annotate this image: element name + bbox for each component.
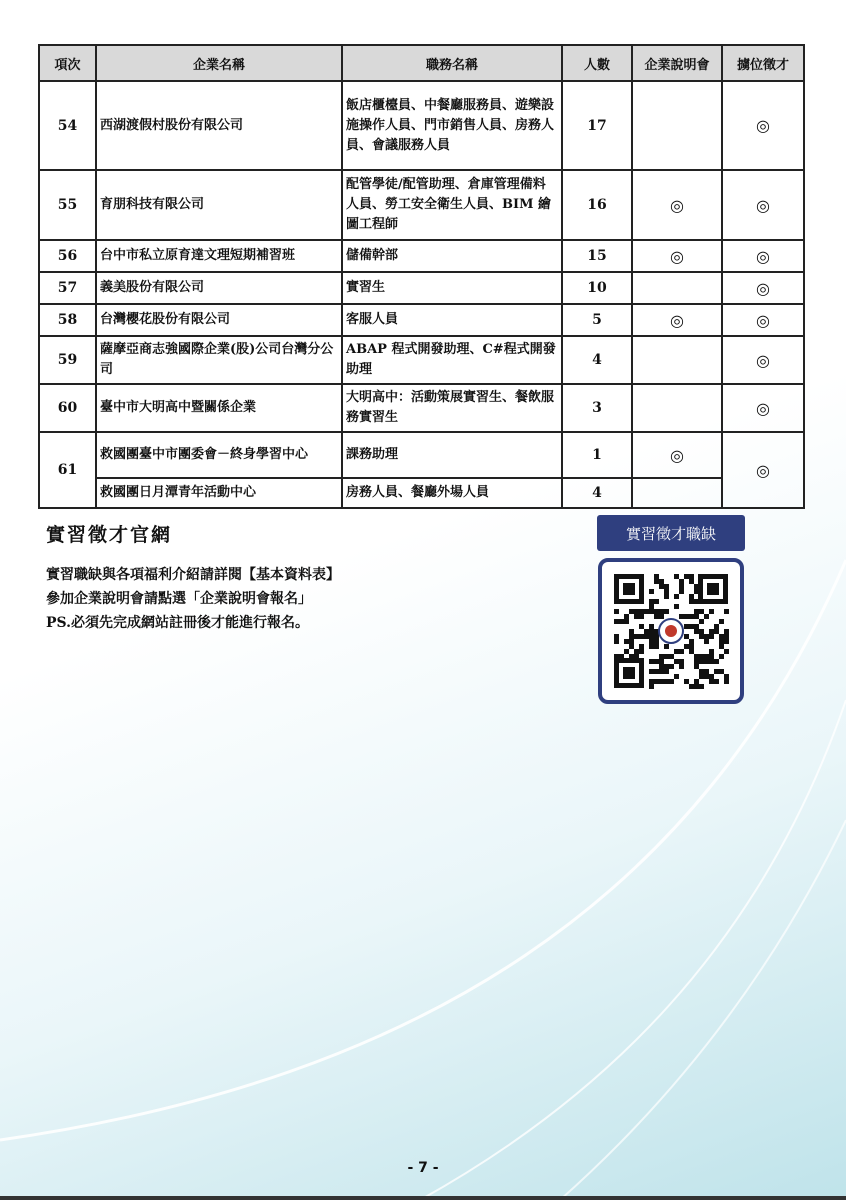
row-company: 義美股份有限公司 (96, 272, 342, 304)
row-recruit-mark: ◎ (722, 304, 804, 336)
row-briefing-mark: ◎ (632, 240, 722, 272)
row-company: 薩摩亞商志強國際企業(股)公司台灣分公司 (96, 336, 342, 384)
recruitment-table (38, 44, 805, 509)
row-jobs: 儲備幹部 (342, 240, 562, 272)
row-briefing-mark: ◎ (632, 170, 722, 240)
internship-jobs-button[interactable]: 實習徵才職缺 (597, 515, 745, 551)
section-title: 實習徵才官網 (46, 524, 173, 546)
table-row (39, 272, 804, 304)
row-no: 54 (39, 81, 96, 170)
row-company: 西湖渡假村股份有限公司 (96, 81, 342, 170)
row-recruit-mark: ◎ (722, 272, 804, 304)
row-recruit-mark: ◎ (722, 170, 804, 240)
header-job-title: 職務名稱 (342, 45, 562, 81)
header-headcount: 人數 (562, 45, 632, 81)
table-row (39, 432, 804, 478)
header-item-no: 項次 (39, 45, 96, 81)
row-count: 10 (562, 272, 632, 304)
row-count: 1 (562, 432, 632, 478)
table-row (39, 304, 804, 336)
note-line: PS.必須先完成網站註冊後才能進行報名。 (46, 615, 310, 631)
row-no: 60 (39, 384, 96, 432)
row-briefing-mark (632, 81, 722, 170)
row-recruit-mark: ◎ (722, 240, 804, 272)
row-briefing-mark (632, 384, 722, 432)
row-count: 3 (562, 384, 632, 432)
header-recruit: 擄位徵才 (722, 45, 804, 81)
row-company: 救國團臺中市團委會－終身學習中心 (96, 432, 342, 478)
row-count: 5 (562, 304, 632, 336)
row-no: 57 (39, 272, 96, 304)
row-company: 台中市私立原育達文理短期補習班 (96, 240, 342, 272)
note-line: 參加企業說明會請點選「企業說明會報名」 (46, 591, 312, 607)
row-jobs: 客服人員 (342, 304, 562, 336)
row-count: 4 (562, 478, 632, 508)
row-briefing-mark (632, 336, 722, 384)
row-briefing-mark: ◎ (632, 432, 722, 478)
row-company: 台灣櫻花股份有限公司 (96, 304, 342, 336)
table-row (39, 170, 804, 240)
row-company: 救國團日月潭青年活動中心 (96, 478, 342, 508)
bottom-rule (0, 1196, 846, 1200)
row-jobs: 飯店櫃檯員、中餐廳服務員、遊樂設施操作人員、門市銷售人員、房務人員、會議服務人員 (342, 81, 562, 170)
row-jobs: 實習生 (342, 272, 562, 304)
table-header-row (39, 45, 804, 81)
table-row (39, 384, 804, 432)
row-no: 55 (39, 170, 96, 240)
row-recruit-mark: ◎ (722, 336, 804, 384)
row-no: 56 (39, 240, 96, 272)
row-briefing-mark (632, 272, 722, 304)
row-count: 17 (562, 81, 632, 170)
row-company: 育朋科技有限公司 (96, 170, 342, 240)
row-no: 61 (39, 432, 96, 508)
qr-code-icon (612, 572, 730, 690)
header-company: 企業名稱 (96, 45, 342, 81)
row-company: 臺中市大明高中暨關係企業 (96, 384, 342, 432)
table-row (39, 478, 804, 508)
row-jobs: 配管學徒/配管助理、倉庫管理備料人員、勞工安全衛生人員、BIM 繪圖工程師 (342, 170, 562, 240)
row-no: 58 (39, 304, 96, 336)
row-jobs: 大明高中：活動策展實習生、餐飲服務實習生 (342, 384, 562, 432)
row-count: 15 (562, 240, 632, 272)
note-line: 實習職缺與各項福利介紹請詳閱【基本資料表】 (46, 567, 340, 583)
table-row (39, 81, 804, 170)
row-briefing-mark: ◎ (632, 304, 722, 336)
row-count: 16 (562, 170, 632, 240)
row-no: 59 (39, 336, 96, 384)
row-recruit-mark: ◎ (722, 432, 804, 508)
row-count: 4 (562, 336, 632, 384)
notes-block (46, 563, 340, 635)
table-row (39, 336, 804, 384)
row-jobs: 房務人員、餐廳外場人員 (342, 478, 562, 508)
row-recruit-mark: ◎ (722, 81, 804, 170)
qr-code-frame[interactable] (598, 558, 744, 704)
table-row (39, 240, 804, 272)
row-jobs: ABAP 程式開發助理、C#程式開發助理 (342, 336, 562, 384)
page-number: - 7 - (407, 1160, 439, 1176)
header-briefing: 企業說明會 (632, 45, 722, 81)
row-briefing-mark (632, 478, 722, 508)
row-jobs: 課務助理 (342, 432, 562, 478)
row-recruit-mark: ◎ (722, 384, 804, 432)
